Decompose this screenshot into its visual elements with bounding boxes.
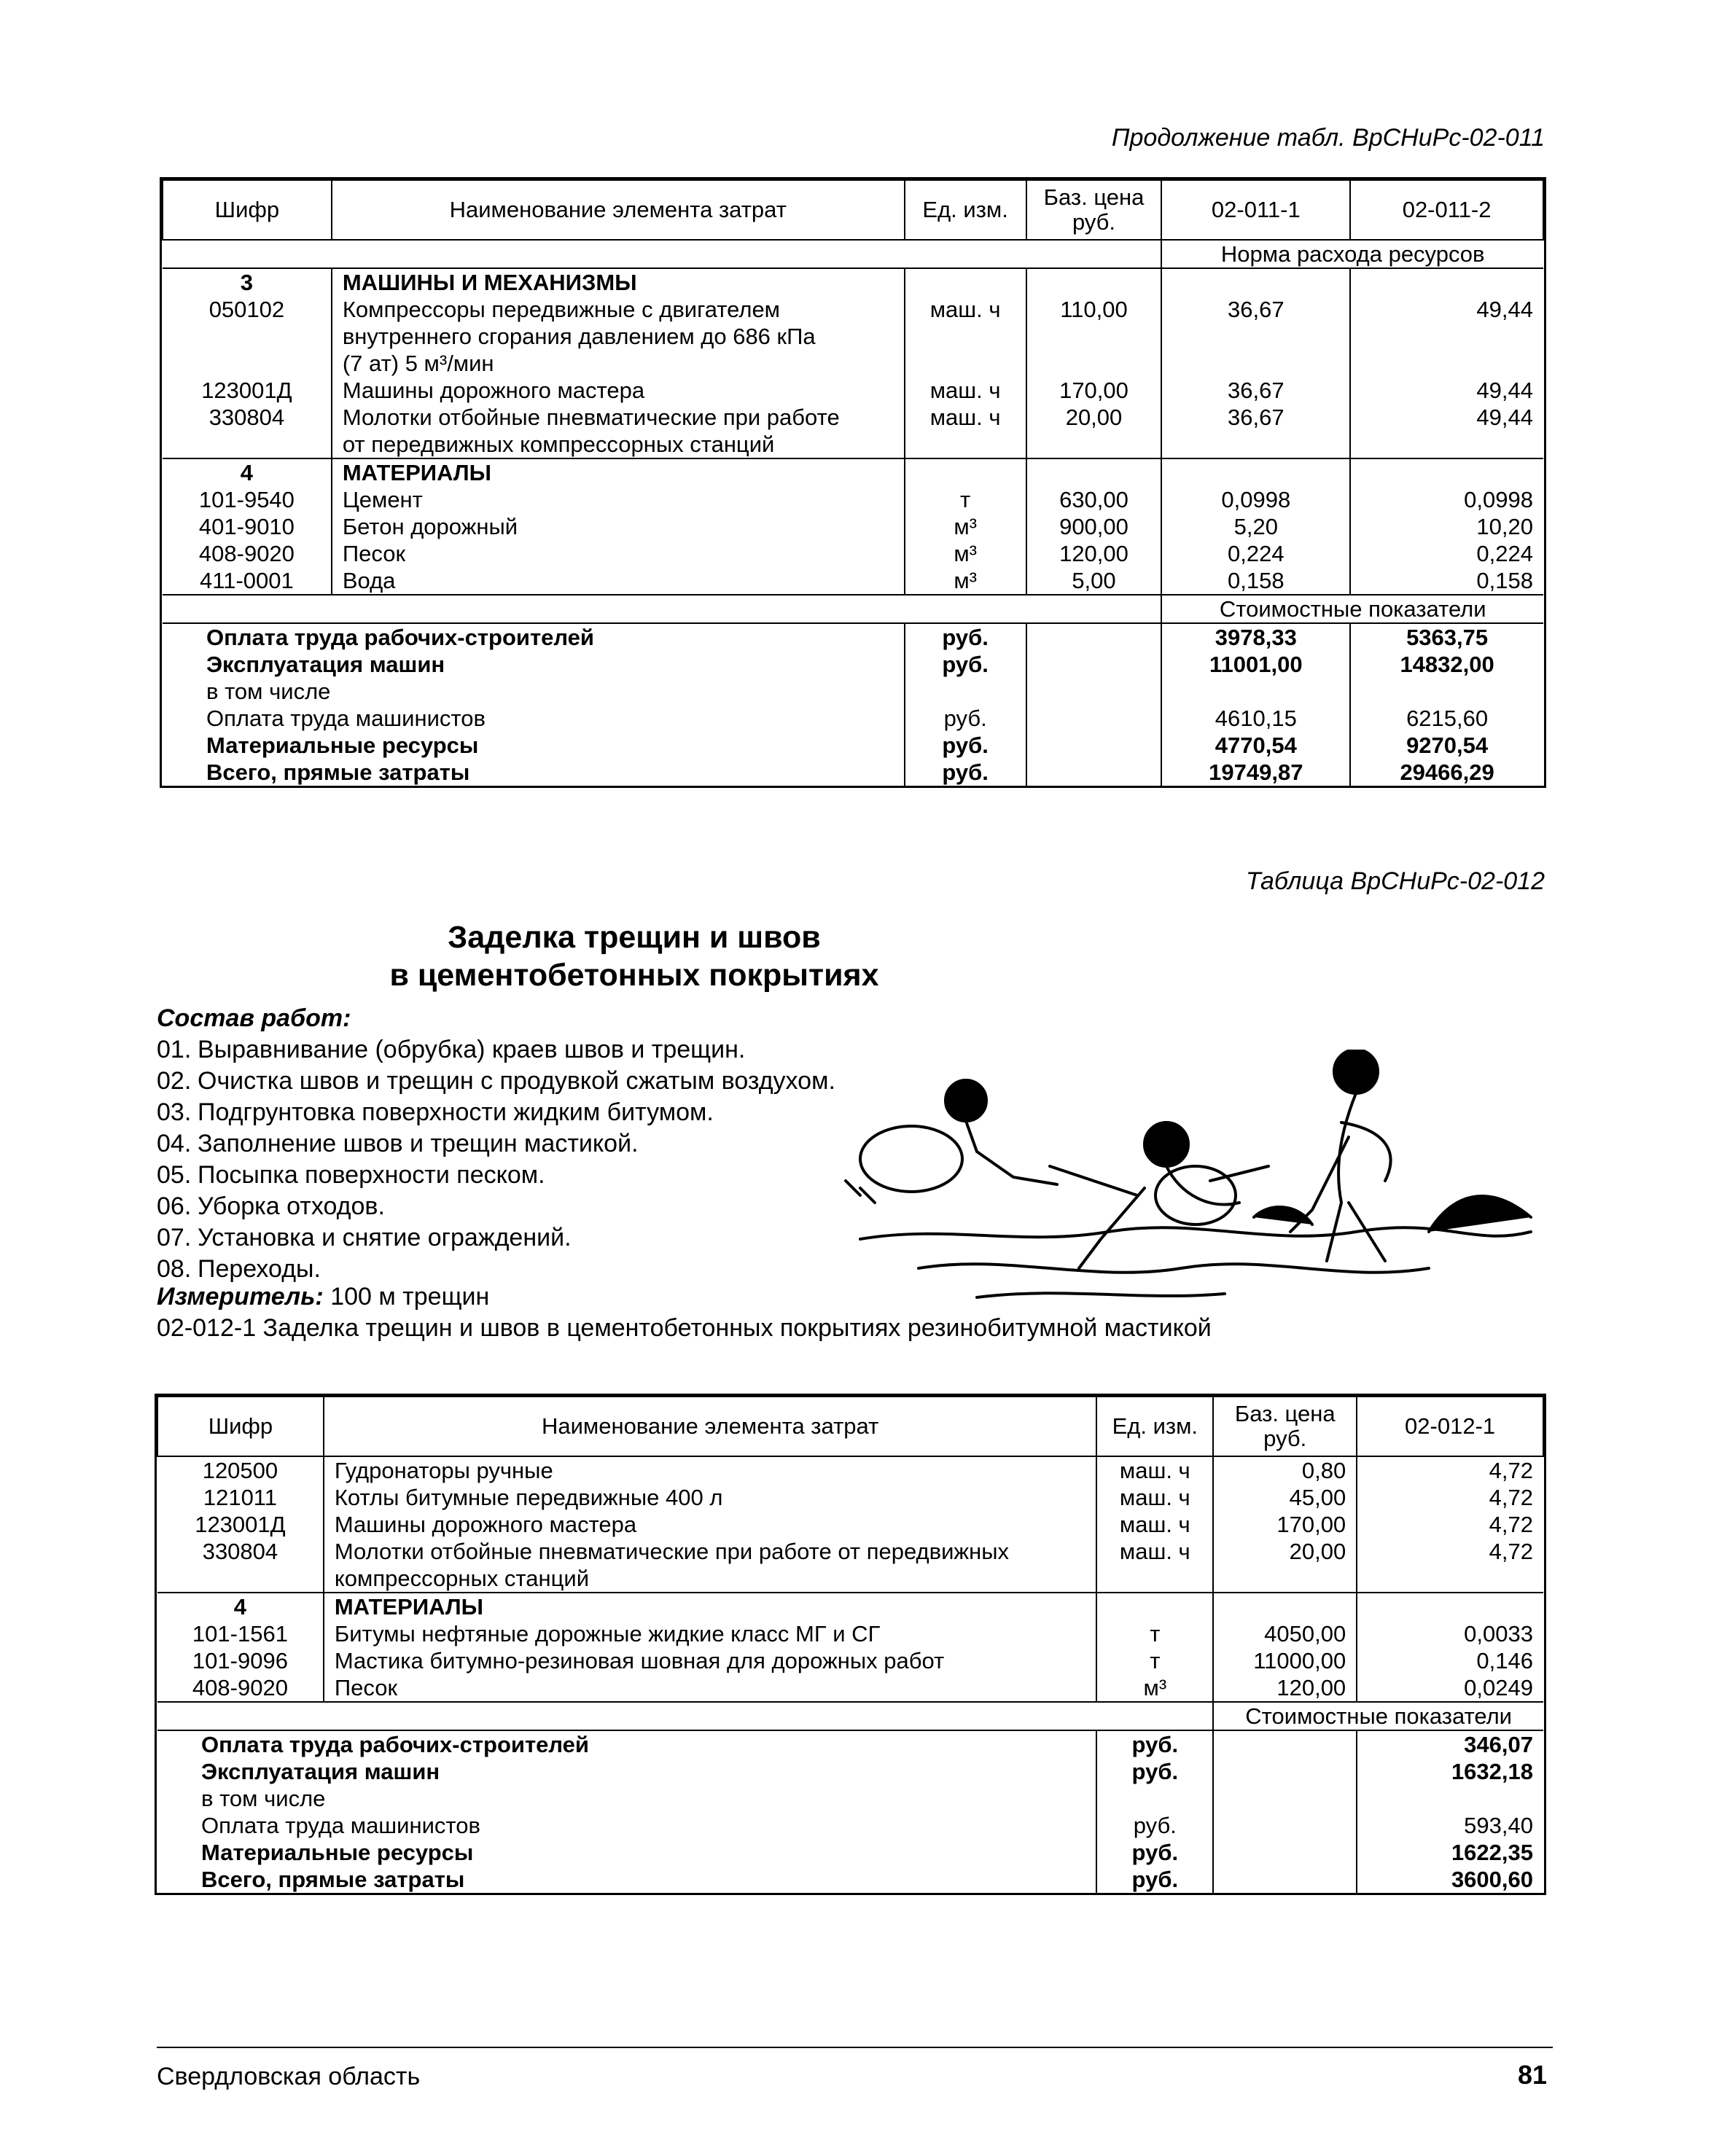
cell-code: 330804	[208, 405, 285, 430]
cell-empty	[1213, 1839, 1357, 1866]
cell-name: компрессорных станций	[324, 1565, 1097, 1593]
work-item-text: Посыпка поверхности песком.	[198, 1161, 545, 1189]
cell-name: Машины дорожного мастера	[324, 1511, 1097, 1538]
cost-value-1: 1632,18	[1357, 1758, 1543, 1785]
cell-value-2	[1350, 350, 1543, 377]
cell-unit: м³	[905, 540, 1026, 567]
cell-empty	[163, 595, 1161, 623]
cell-name: Гудронаторы ручные	[324, 1456, 1097, 1484]
table-row	[163, 404, 1543, 431]
col-header-unit: Ед. изм.	[1096, 1397, 1213, 1456]
work-item-text: Подгрунтовка поверхности жидким битумом.	[198, 1098, 714, 1126]
footer-region: Свердловская область	[157, 2063, 421, 2090]
col-header-variant-1: 02-011-1	[1161, 180, 1350, 240]
table-row	[163, 486, 1543, 513]
resource-table-02-011	[162, 179, 1544, 786]
cost-name: Оплата труда рабочих-строителей	[201, 1732, 589, 1757]
cost-unit: руб.	[905, 732, 1026, 759]
meter-value: 100 м трещин	[330, 1283, 490, 1311]
cell-empty	[1026, 678, 1162, 705]
cost-name: Оплата труда рабочих-строителей	[206, 625, 594, 650]
cell-value-2: 49,44	[1350, 296, 1543, 323]
work-list	[157, 1034, 835, 1285]
cost-row	[157, 1866, 1543, 1893]
cost-value-1: 19749,87	[1161, 759, 1350, 786]
cost-unit: руб.	[905, 651, 1026, 678]
cell-name: Битумы нефтяные дорожные жидкие класс МГ и СГ	[324, 1620, 1097, 1647]
cell-code	[163, 350, 332, 377]
cost-value-2: 9270,54	[1350, 732, 1543, 759]
table-row	[163, 296, 1543, 323]
table-row	[163, 431, 1543, 458]
cell-value-2	[1350, 323, 1543, 350]
cell-price	[1026, 350, 1162, 377]
table-header-row	[163, 180, 1543, 240]
table-row	[157, 1674, 1543, 1702]
cell-price	[1026, 431, 1162, 458]
work-item-number: 07.	[157, 1224, 192, 1251]
cell-empty	[1026, 458, 1162, 486]
cell-empty	[905, 458, 1026, 486]
table-caption: Таблица ВрСНиРс-02-012	[1245, 867, 1545, 895]
col-header-code: Шифр	[157, 1397, 324, 1456]
cell-name: Молотки отбойные пневматические при работе от передвижных	[324, 1538, 1097, 1565]
cell-code	[163, 431, 332, 458]
table-row	[163, 323, 1543, 350]
cell-code	[157, 1565, 324, 1593]
section-title	[0, 918, 1268, 994]
cost-row	[163, 623, 1543, 651]
work-item-number: 02.	[157, 1067, 192, 1095]
cell-code: 101-1561	[192, 1621, 288, 1647]
cell-value-2: 49,44	[1350, 377, 1543, 404]
page-number: 81	[1517, 2060, 1547, 2090]
cost-unit: руб.	[1096, 1758, 1213, 1785]
col-header-name: Наименование элемента затрат	[324, 1397, 1097, 1456]
cell-unit: маш. ч	[1096, 1484, 1213, 1511]
meter-line	[157, 1283, 489, 1311]
cost-value-2: 6215,60	[1350, 705, 1543, 732]
cost-name: Эксплуатация машин	[201, 1759, 440, 1784]
cell-code: 330804	[202, 1539, 278, 1564]
table-row	[163, 540, 1543, 567]
section-number: 3	[163, 268, 332, 296]
table-row	[157, 1565, 1543, 1593]
cost-value-1: 346,07	[1357, 1730, 1543, 1758]
cell-unit: т	[1096, 1647, 1213, 1674]
cost-name: в том числе	[201, 1786, 326, 1811]
cost-name: Оплата труда машинистов	[206, 706, 486, 731]
work-item-text: Уборка отходов.	[198, 1192, 385, 1220]
cell-empty	[1213, 1866, 1357, 1893]
cost-unit: руб.	[905, 759, 1026, 786]
cell-empty	[1026, 268, 1162, 296]
cost-row	[163, 651, 1543, 678]
cell-value-2: 0,224	[1350, 540, 1543, 567]
cell-empty	[1026, 651, 1162, 678]
cost-unit: руб.	[1096, 1866, 1213, 1893]
table-row	[157, 1511, 1543, 1538]
table-header-row	[157, 1397, 1543, 1456]
cell-value-1: 0,0249	[1357, 1674, 1543, 1702]
variant-description: 02-012-1 Заделка трещин и швов в цементобетонных покрытиях резинобитумной мастикой	[157, 1314, 1212, 1342]
work-item-number: 04.	[157, 1130, 192, 1157]
cell-value-1: 4,72	[1357, 1456, 1543, 1484]
cell-unit: маш. ч	[905, 404, 1026, 431]
work-item	[157, 1254, 835, 1285]
cost-value-1: 11001,00	[1161, 651, 1350, 678]
cell-unit: м³	[905, 513, 1026, 540]
work-item-number: 06.	[157, 1192, 192, 1220]
cost-name: в том числе	[206, 679, 331, 704]
cell-name: Молотки отбойные пневматические при работе	[332, 404, 905, 431]
cell-code	[163, 323, 332, 350]
col-header-name: Наименование элемента затрат	[332, 180, 905, 240]
cost-row	[163, 732, 1543, 759]
cell-code: 123001Д	[195, 1512, 286, 1537]
work-item	[157, 1191, 835, 1222]
cell-price: 45,00	[1213, 1484, 1357, 1511]
cell-name: Песок	[324, 1674, 1097, 1702]
cell-name: Мастика битумно-резиновая шовная для дорожных работ	[324, 1647, 1097, 1674]
work-item	[157, 1097, 835, 1128]
cost-value-1	[1161, 678, 1350, 705]
table-row	[157, 1484, 1543, 1511]
cell-price: 4050,00	[1213, 1620, 1357, 1647]
cell-unit: маш. ч	[1096, 1538, 1213, 1565]
cost-value-2: 5363,75	[1350, 623, 1543, 651]
cost-row	[157, 1812, 1543, 1839]
cell-unit: т	[905, 486, 1026, 513]
cell-name: Машины дорожного мастера	[332, 377, 905, 404]
section-title-line-2: в цементобетонных покрытиях	[389, 958, 879, 993]
work-composition-label: Состав работ:	[157, 1004, 351, 1032]
cell-empty	[1026, 759, 1162, 786]
section-title: МАШИНЫ И МЕХАНИЗМЫ	[332, 268, 905, 296]
cost-value-2: 14832,00	[1350, 651, 1543, 678]
work-item-number: 08.	[157, 1255, 192, 1283]
work-item-text: Заполнение швов и трещин мастикой.	[198, 1130, 639, 1157]
cell-value-1: 0,0998	[1161, 486, 1350, 513]
cell-value-1: 0,0033	[1357, 1620, 1543, 1647]
table-row	[157, 1647, 1543, 1674]
cell-value-2: 0,0998	[1350, 486, 1543, 513]
table-row	[157, 1538, 1543, 1565]
road-workers-illustration	[831, 1050, 1545, 1312]
cell-price: 120,00	[1026, 540, 1162, 567]
cell-empty	[1213, 1758, 1357, 1785]
cost-label: Стоимостные показатели	[1213, 1702, 1543, 1730]
cell-price: 170,00	[1026, 377, 1162, 404]
cell-price	[1026, 323, 1162, 350]
cost-value-1: 4610,15	[1161, 705, 1350, 732]
cell-empty	[1213, 1593, 1357, 1620]
cost-unit: руб.	[905, 623, 1026, 651]
cell-value-1: 36,67	[1161, 377, 1350, 404]
cell-code: 401-9010	[198, 514, 295, 539]
cell-unit: маш. ч	[1096, 1456, 1213, 1484]
section-title-line-1: Заделка трещин и швов	[448, 920, 821, 955]
cell-unit	[1096, 1565, 1213, 1593]
work-item-number: 01.	[157, 1036, 192, 1063]
cell-unit: м³	[905, 567, 1026, 595]
cost-name: Оплата труда машинистов	[201, 1813, 480, 1838]
cell-name: Компрессоры передвижные с двигателем	[332, 296, 905, 323]
work-item-text: Очистка швов и трещин с продувкой сжатым воздухом.	[198, 1067, 835, 1095]
cell-unit: маш. ч	[905, 377, 1026, 404]
cost-row	[163, 705, 1543, 732]
col-header-price: Баз. цена руб.	[1213, 1397, 1357, 1456]
table-row	[163, 350, 1543, 377]
cost-value-2: 29466,29	[1350, 759, 1543, 786]
cell-value-1: 0,224	[1161, 540, 1350, 567]
cell-value-1	[1161, 431, 1350, 458]
cost-row	[157, 1758, 1543, 1785]
cell-price: 630,00	[1026, 486, 1162, 513]
resource-table-02-012	[157, 1396, 1544, 1893]
cell-code: 101-9096	[192, 1648, 288, 1673]
cell-empty	[1350, 268, 1543, 296]
cell-code: 120500	[202, 1458, 278, 1483]
cost-name: Материальные ресурсы	[206, 733, 479, 758]
col-header-variant-1: 02-012-1	[1357, 1397, 1543, 1456]
cell-value-2: 10,20	[1350, 513, 1543, 540]
cell-name: (7 ат) 5 м³/мин	[332, 350, 905, 377]
cell-code: 101-9540	[198, 487, 295, 512]
cost-name: Всего, прямые затраты	[201, 1867, 465, 1892]
continuation-caption: Продолжение табл. ВрСНиРс-02-011	[1111, 124, 1545, 152]
cost-name: Всего, прямые затраты	[206, 759, 470, 785]
cost-unit: руб.	[905, 705, 1026, 732]
cell-value-1: 0,146	[1357, 1647, 1543, 1674]
cell-name: Вода	[332, 567, 905, 595]
work-item	[157, 1034, 835, 1066]
cell-empty	[157, 1702, 1213, 1730]
cell-empty	[1350, 458, 1543, 486]
work-item	[157, 1128, 835, 1160]
cell-value-2	[1350, 431, 1543, 458]
cell-value-1: 4,72	[1357, 1538, 1543, 1565]
work-composition	[157, 1003, 835, 1285]
cost-value-1: 3978,33	[1161, 623, 1350, 651]
col-header-unit: Ед. изм.	[905, 180, 1026, 240]
table-row	[157, 1620, 1543, 1647]
norm-label-row	[163, 240, 1543, 268]
section-title: МАТЕРИАЛЫ	[324, 1593, 1097, 1620]
cell-price: 120,00	[1213, 1674, 1357, 1702]
col-header-price: Баз. цена руб.	[1026, 180, 1162, 240]
section-number: 4	[233, 1594, 247, 1620]
cell-name: Цемент	[332, 486, 905, 513]
work-item-number: 03.	[157, 1098, 192, 1126]
cell-name: Бетон дорожный	[332, 513, 905, 540]
col-header-code: Шифр	[163, 180, 332, 240]
cost-name: Эксплуатация машин	[206, 652, 445, 677]
cost-unit: руб.	[1096, 1730, 1213, 1758]
cell-empty	[1161, 268, 1350, 296]
cell-value-2: 0,158	[1350, 567, 1543, 595]
work-item-text: Выравнивание (обрубка) краев швов и трещин.	[198, 1036, 746, 1063]
norm-label: Норма расхода ресурсов	[1161, 240, 1543, 268]
cell-value-1	[1357, 1565, 1543, 1593]
cost-row	[157, 1785, 1543, 1812]
cost-row	[157, 1730, 1543, 1758]
table-row	[163, 567, 1543, 595]
cell-empty	[1096, 1593, 1213, 1620]
cell-empty	[1026, 623, 1162, 651]
cost-label-row	[157, 1702, 1543, 1730]
cell-name: от передвижных компрессорных станций	[332, 431, 905, 458]
cell-name: внутреннего сгорания давлением до 686 кПа	[332, 323, 905, 350]
cost-label-row	[163, 595, 1543, 623]
cell-price: 5,00	[1026, 567, 1162, 595]
table-row	[157, 1456, 1543, 1484]
cell-price: 110,00	[1026, 296, 1162, 323]
cell-value-1: 36,67	[1161, 296, 1350, 323]
cell-empty	[1161, 458, 1350, 486]
work-item	[157, 1066, 835, 1097]
cost-row	[163, 678, 1543, 705]
cell-price: 170,00	[1213, 1511, 1357, 1538]
cell-empty	[905, 268, 1026, 296]
cost-name: Материальные ресурсы	[201, 1840, 474, 1865]
cell-value-1: 4,72	[1357, 1484, 1543, 1511]
cell-empty	[1213, 1812, 1357, 1839]
table-row	[163, 513, 1543, 540]
cell-price: 0,80	[1213, 1456, 1357, 1484]
cell-price	[1213, 1565, 1357, 1593]
cost-row	[163, 759, 1543, 786]
cost-value-1: 3600,60	[1357, 1866, 1543, 1893]
cell-price: 900,00	[1026, 513, 1162, 540]
cost-value-1: 593,40	[1357, 1812, 1543, 1839]
meter-label: Измеритель:	[157, 1283, 324, 1311]
cost-row	[157, 1839, 1543, 1866]
cell-unit: маш. ч	[1096, 1511, 1213, 1538]
cell-price: 20,00	[1026, 404, 1162, 431]
cell-value-1: 4,72	[1357, 1511, 1543, 1538]
work-item	[157, 1222, 835, 1254]
cost-label: Стоимостные показатели	[1161, 595, 1543, 623]
cell-code: 050102	[208, 297, 285, 322]
cost-unit	[1096, 1785, 1213, 1812]
cell-code: 408-9020	[157, 1674, 324, 1702]
section-row-machines	[163, 268, 1543, 296]
cell-value-1	[1161, 323, 1350, 350]
cell-value-1: 5,20	[1161, 513, 1350, 540]
cell-value-1: 0,158	[1161, 567, 1350, 595]
cost-value-1: 4770,54	[1161, 732, 1350, 759]
cost-value-2	[1350, 678, 1543, 705]
cell-code: 123001Д	[201, 378, 292, 403]
cell-unit: м³	[1096, 1674, 1213, 1702]
section-row-materials	[163, 458, 1543, 486]
work-item	[157, 1160, 835, 1191]
cell-name: Песок	[332, 540, 905, 567]
cost-unit: руб.	[1096, 1812, 1213, 1839]
section-title: МАТЕРИАЛЫ	[332, 458, 905, 486]
cost-value-1	[1357, 1785, 1543, 1812]
col-header-variant-2: 02-011-2	[1350, 180, 1543, 240]
cell-code: 411-0001	[163, 567, 332, 595]
cell-price: 11000,00	[1213, 1647, 1357, 1674]
section-row-materials	[157, 1593, 1543, 1620]
cost-unit: руб.	[1096, 1839, 1213, 1866]
cell-unit	[905, 431, 1026, 458]
cost-value-1: 1622,35	[1357, 1839, 1543, 1866]
work-item-text: Переходы.	[198, 1255, 321, 1283]
cell-unit: маш. ч	[905, 296, 1026, 323]
cell-empty	[1357, 1593, 1543, 1620]
cell-unit: т	[1096, 1620, 1213, 1647]
cell-value-1: 36,67	[1161, 404, 1350, 431]
footer-divider	[157, 2047, 1553, 2048]
cell-value-1	[1161, 350, 1350, 377]
work-item-number: 05.	[157, 1161, 192, 1189]
cell-empty	[1213, 1730, 1357, 1758]
cell-price: 20,00	[1213, 1538, 1357, 1565]
work-item-text: Установка и снятие ограждений.	[198, 1224, 572, 1251]
section-number: 4	[240, 460, 254, 485]
cell-value-2: 49,44	[1350, 404, 1543, 431]
cell-unit	[905, 350, 1026, 377]
cell-unit	[905, 323, 1026, 350]
cell-name: Котлы битумные передвижные 400 л	[324, 1484, 1097, 1511]
cell-code: 121011	[203, 1485, 277, 1510]
cell-empty	[1026, 732, 1162, 759]
cell-code: 408-9020	[198, 541, 295, 566]
table-row	[163, 377, 1543, 404]
cell-empty	[1026, 705, 1162, 732]
cost-unit	[905, 678, 1026, 705]
cell-empty	[1213, 1785, 1357, 1812]
